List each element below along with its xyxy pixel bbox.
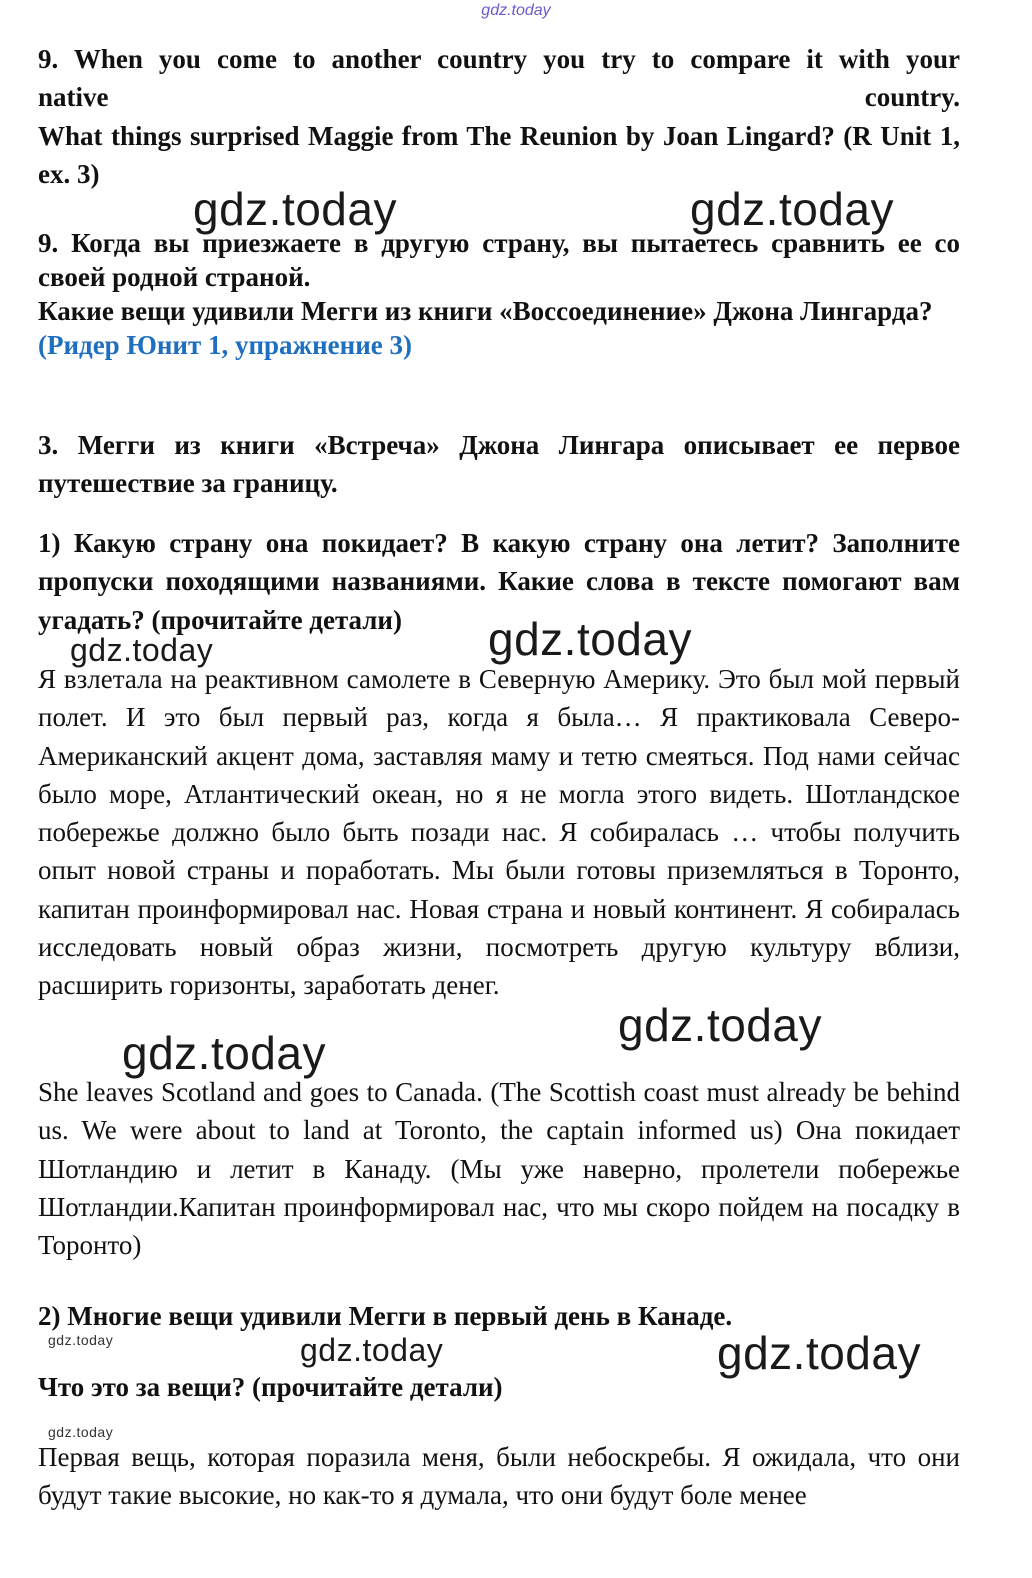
top-watermark: gdz.today [481, 2, 551, 19]
exercise-3-text-2: Первая вещь, которая поразила меня, были небоскребы. Я ожидала, что они будут такие высокие, но как-то я думала, что они будут боле менее [38, 1442, 960, 1511]
watermark: gdz.today [122, 1027, 326, 1079]
q9-ru-line1: 9. Когда вы приезжаете в другую страну, вы пытаетесь сравнить ее со своей родной страной. [38, 228, 960, 292]
watermark: gdz.today [300, 1332, 444, 1368]
q9-line1: 9. When you come to another country you try to compare it with your [38, 44, 960, 74]
exercise-3-question-2a: 2) Многие вещи удивили Мегги в первый день в Канаде. [38, 1301, 733, 1331]
exercise-3-text-2-block [38, 1438, 960, 1515]
watermark: gdz.today [690, 183, 894, 235]
q9-native: native [38, 82, 109, 113]
q9-country: country. [864, 82, 960, 113]
watermark: gdz.today [717, 1327, 921, 1379]
question-9-english [38, 40, 960, 193]
exercise-3-title-block [38, 426, 960, 503]
exercise-3-question-1: 1) Какую страну она покидает? В какую страну она летит? Заполните пропуски походящими названиями. Какие слова в тексте помогают вам угадать? (прочитайте детали) [38, 528, 960, 635]
exercise-3-title: 3. Мегги из книги «Встреча» Джона Лингара описывает ее первое путешествие за границу. [38, 430, 960, 499]
q9-english-rest: What things surprised Maggie from The Reunion by Joan Lingard? (R Unit 1, ex. 3) [38, 120, 960, 189]
question-9-russian [38, 226, 960, 362]
watermark: gdz.today [618, 999, 822, 1051]
watermark: gdz.today [48, 1424, 114, 1440]
q9-ru-line2: Какие вещи удивили Мегги из книги «Воссоединение» Джона Лингарда? [38, 296, 933, 326]
exercise-3-answer-1-block [38, 1073, 960, 1264]
exercise-3-text-1: Я взлетала на реактивном самолете в Северную Америку. Это был мой первый полет. И это был первый раз, когда я была… Я практиковала Северо-Американский акцент дома, заставляя маму и тетю смеяться. Под нами сейчас было море, Атлантический океан, но я не могла этого видеть. Шотландское побережье должно было быть позади нас. Я собиралась … чтобы получить опыт новой страны и поработать. Мы были готовы приземляться в Торонто, капитан проинформировал нас. Новая страна и новый континент. Я собиралась исследовать новый образ жизни, посмотреть другую культуру вблизи, расширить горизонты, заработать денег. [38, 664, 960, 1001]
watermark: gdz.today [70, 632, 214, 668]
watermark: gdz.today [48, 1332, 114, 1348]
exercise-3-question-2b: Что это за вещи? (прочитайте детали) [38, 1372, 503, 1402]
q9-ru-reference: (Ридер Юнит 1, упражнение 3) [38, 330, 413, 360]
watermark: gdz.today [488, 613, 692, 665]
q9-line2 [38, 78, 960, 116]
exercise-3-answer-1: She leaves Scotland and goes to Canada. (The Scottish coast must already be behind us. We were about to land at Toronto, the captain informed us) Она покидает Шотландию и летит в Канаду. (Мы уже наверно, пролетели побережье Шотландии.Капитан проинформировал нас, что мы скоро пойдем на посадку в Торонто) [38, 1077, 960, 1261]
watermark: gdz.today [193, 183, 397, 235]
exercise-3-text-1-block [38, 660, 960, 1005]
